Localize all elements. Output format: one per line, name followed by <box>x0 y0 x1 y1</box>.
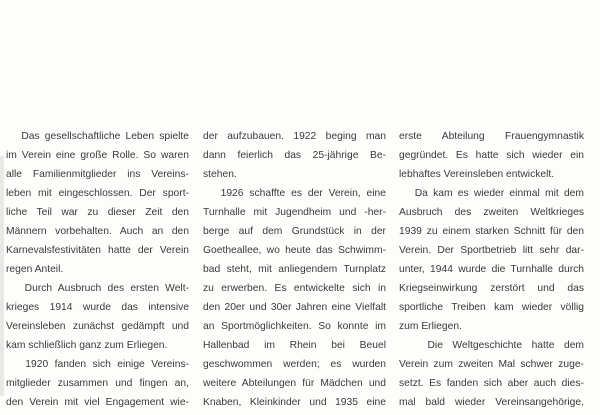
text-line: setzt. Es fanden sich aber auch dies- <box>399 378 584 389</box>
text-line: lebhaftes Vereinsleben entwickelt. <box>399 169 555 180</box>
text-line: unter, 1944 wurde die Turnhalle durch <box>399 264 584 275</box>
text-line: an Sportmöglichkeiten. So konnte im <box>203 321 386 332</box>
text-line: regen Anteil. <box>6 264 64 275</box>
text-line: erste Abteilung Frauengymnastik <box>399 131 584 142</box>
text-line: Turnhalle mit Jugendheim und -her- <box>203 207 386 218</box>
text-line: im Verein eine große Rolle. So waren <box>6 150 189 161</box>
text-line: mal bald wieder Vereinsangehörige, <box>399 397 584 408</box>
text-line: Ausbruch des zweiten Weltkrieges <box>399 207 584 218</box>
text-line: der aufzubauen. 1922 beging man <box>203 131 386 142</box>
text-line: zu erwerben. Es entwickelte sich in <box>203 283 386 294</box>
text-line: kam schließlich ganz zum Erliegen. <box>6 340 168 351</box>
text-column-2 <box>203 127 386 412</box>
text-line: mitglieder zusammen und fingen an, <box>6 378 189 389</box>
text-line: liche Teil war zu dieser Zeit den <box>6 207 189 218</box>
text-line: 1920 fanden sich einige Vereins- <box>6 359 189 370</box>
text-line: Kriegseinwirkung zerstört und das <box>399 283 584 294</box>
text-line: Da kam es wieder einmal mit dem <box>399 188 584 199</box>
text-line: Hallenbad im Rhein bei Beuel <box>203 340 386 351</box>
text-line: Die Weltgeschichte hatte dem <box>399 340 584 351</box>
text-line: stehen. <box>203 169 237 180</box>
text-line: gegründet. Es hatte sich wieder ein <box>399 150 584 161</box>
text-column-1 <box>6 127 189 412</box>
text-line: Verein. Der Sportbetrieb litt sehr dar- <box>399 245 584 256</box>
text-line: Vereinsleben zunächst gedämpft und <box>6 321 189 332</box>
text-line: weitere Abteilungen für Mädchen und <box>203 378 386 389</box>
text-line: berge auf dem Grundstück in der <box>203 226 386 237</box>
page-edge-shadow <box>0 156 4 396</box>
text-line: geschwommen werden; es wurden <box>203 359 386 370</box>
text-line: Karnevalsfestivitäten hatte der Verein <box>6 245 189 256</box>
text-line: leben mit eingeschlossen. Der sport- <box>6 188 189 199</box>
text-line: krieges 1914 wurde das intensive <box>6 302 189 313</box>
text-line: alle Familienmitglieder ins Vereins- <box>6 169 189 180</box>
text-line: den 20er und 30er Jahren eine Vielfalt <box>203 302 386 313</box>
text-line: sportliche Treiben kam wieder völlig <box>399 302 584 313</box>
text-line: Durch Ausbruch des ersten Welt- <box>6 283 189 294</box>
text-line: Das gesellschaftliche Leben spielte <box>6 131 189 142</box>
text-line: bad steht, mit anliegendem Turnplatz <box>203 264 386 275</box>
text-line: dann feierlich das 25-jährige Be- <box>203 150 386 161</box>
text-line: Verein zum zweiten Mal schwer zuge- <box>399 359 584 370</box>
text-line: zum Erliegen. <box>399 321 462 332</box>
text-line: Männern vorbehalten. Auch an den <box>6 226 189 237</box>
text-line: 1926 schaffte es der Verein, eine <box>203 188 386 199</box>
text-line: den Verein mit viel Engagement wie- <box>6 397 189 408</box>
text-line: 1939 zu einem starken Schnitt für den <box>399 226 584 237</box>
text-column-3 <box>399 127 584 412</box>
text-line: Knaben, Kleinkinder und 1935 eine <box>203 397 386 408</box>
text-line: Goetheallee, wo heute das Schwimm- <box>203 245 386 256</box>
